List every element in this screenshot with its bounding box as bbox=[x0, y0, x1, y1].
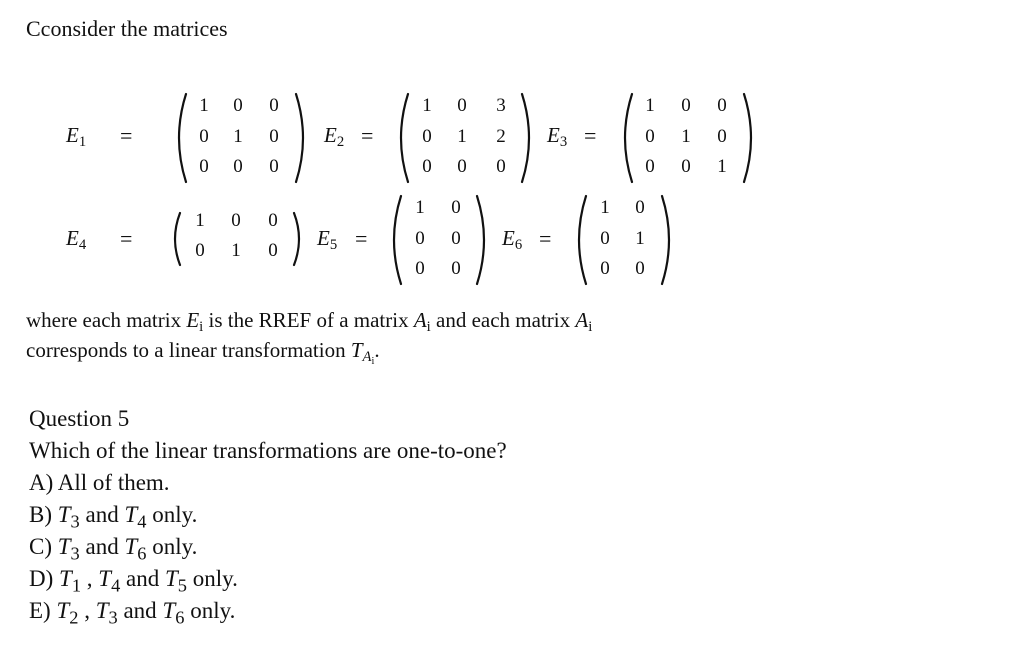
matrix-cell: 0 bbox=[451, 258, 461, 279]
subscript: 6 bbox=[175, 607, 185, 628]
right-parenthesis bbox=[292, 211, 308, 267]
matrix-cell: 1 bbox=[233, 126, 243, 147]
right-parenthesis bbox=[520, 92, 540, 184]
option-text: only. bbox=[187, 566, 238, 591]
subscript: i bbox=[426, 319, 431, 336]
answer-option-c bbox=[29, 534, 197, 565]
description-text: is the RREF of a matrix bbox=[203, 308, 414, 332]
matrix-cell: 0 bbox=[195, 240, 205, 261]
symbol-t: T bbox=[124, 502, 138, 527]
equals-sign: = bbox=[120, 123, 133, 148]
option-text: and bbox=[120, 566, 165, 591]
matrix-cell: 0 bbox=[269, 126, 279, 147]
matrix-letter: E bbox=[66, 123, 79, 147]
matrix-cell: 0 bbox=[233, 95, 243, 116]
option-text: only. bbox=[146, 534, 198, 559]
option-letter: D) bbox=[29, 566, 54, 591]
equals-sign: = bbox=[361, 123, 374, 148]
matrix-cell: 0 bbox=[269, 95, 279, 116]
symbol-t: T bbox=[165, 566, 178, 591]
matrix-index: 5 bbox=[329, 237, 338, 254]
description-line-1 bbox=[26, 308, 592, 336]
matrix-cell: 0 bbox=[457, 95, 467, 116]
option-text: and bbox=[79, 534, 125, 559]
subscript: 3 bbox=[70, 511, 80, 532]
left-parenthesis bbox=[168, 92, 188, 184]
answer-option-b bbox=[29, 502, 197, 533]
intro-text: Cconsider the matrices bbox=[26, 16, 228, 41]
matrix-cell: 0 bbox=[681, 156, 691, 177]
description-text: . bbox=[374, 338, 380, 362]
matrix-cell: 1 bbox=[422, 95, 432, 116]
subscript: 6 bbox=[137, 543, 147, 564]
matrix-label bbox=[317, 226, 337, 254]
matrix-cell: 1 bbox=[635, 228, 645, 249]
matrix-cell: 0 bbox=[635, 197, 645, 218]
answer-option-d bbox=[29, 566, 238, 597]
description-text: corresponds to a linear transformation bbox=[26, 338, 351, 362]
matrix-index: 4 bbox=[78, 237, 87, 254]
subscript: i bbox=[199, 319, 204, 336]
matrix-cell: 0 bbox=[457, 156, 467, 177]
right-parenthesis bbox=[660, 194, 680, 286]
subscript: i bbox=[371, 355, 375, 367]
equals-sign: = bbox=[584, 123, 597, 148]
subscript: 1 bbox=[71, 575, 82, 596]
matrix-index: 1 bbox=[78, 134, 87, 151]
right-parenthesis bbox=[475, 194, 495, 286]
option-letter: A) bbox=[29, 470, 54, 495]
matrix-cell: 1 bbox=[231, 240, 241, 261]
matrix-cell: 0 bbox=[451, 228, 461, 249]
answer-option-a bbox=[29, 470, 170, 496]
matrix-cell: 0 bbox=[451, 197, 461, 218]
matrix-label bbox=[66, 123, 86, 151]
matrix-letter: E bbox=[547, 123, 560, 147]
matrix-cell: 1 bbox=[600, 197, 610, 218]
matrix-label bbox=[547, 123, 567, 151]
option-text: All of them. bbox=[57, 470, 170, 495]
matrix-cell: 0 bbox=[199, 126, 209, 147]
symbol-t: T bbox=[57, 534, 71, 559]
matrix-cell: 0 bbox=[635, 258, 645, 279]
matrix-letter: E bbox=[324, 123, 337, 147]
subscript: 5 bbox=[177, 575, 187, 596]
matrix-cell: 0 bbox=[268, 240, 278, 261]
symbol-a: A bbox=[575, 308, 589, 332]
matrix-cell: 0 bbox=[415, 258, 425, 279]
matrix-cell: 0 bbox=[496, 156, 506, 177]
left-parenthesis bbox=[614, 92, 634, 184]
matrix-letter: E bbox=[502, 226, 515, 250]
symbol-a: A bbox=[413, 308, 427, 332]
subscript: 2 bbox=[69, 607, 79, 628]
option-letter: E) bbox=[29, 598, 51, 623]
matrix-cell: 0 bbox=[268, 210, 278, 231]
matrix-cell: 0 bbox=[199, 156, 209, 177]
subscript bbox=[363, 349, 375, 365]
symbol-t: T bbox=[95, 598, 109, 623]
equals-sign: = bbox=[539, 226, 552, 251]
matrix-cell: 0 bbox=[600, 258, 610, 279]
subscript: i bbox=[588, 319, 593, 336]
right-parenthesis bbox=[294, 92, 314, 184]
left-parenthesis bbox=[568, 194, 588, 286]
symbol-t: T bbox=[56, 598, 70, 623]
matrix-letter: E bbox=[317, 226, 330, 250]
description-text: where each matrix bbox=[26, 308, 187, 332]
question-title: Question 5 bbox=[29, 406, 130, 431]
matrix-cell: 1 bbox=[457, 126, 467, 147]
matrix-label bbox=[502, 226, 522, 254]
subscript: 4 bbox=[137, 511, 147, 532]
matrix-index: 3 bbox=[559, 134, 568, 151]
symbol-t: T bbox=[124, 534, 138, 559]
matrix-cell: 1 bbox=[645, 95, 655, 116]
option-letter: B) bbox=[29, 502, 52, 527]
symbol-t: T bbox=[162, 598, 176, 623]
option-text: only. bbox=[184, 598, 236, 623]
symbol-t: T bbox=[57, 502, 71, 527]
option-text: and bbox=[117, 598, 163, 623]
matrix-cell: 0 bbox=[645, 156, 655, 177]
question-prompt: Which of the linear transformations are one-to-one? bbox=[29, 438, 507, 463]
description-line-2 bbox=[26, 338, 380, 367]
left-parenthesis bbox=[390, 92, 410, 184]
matrix-cell: 0 bbox=[269, 156, 279, 177]
matrix-cell: 0 bbox=[681, 95, 691, 116]
matrix-cell: 3 bbox=[496, 95, 506, 116]
matrix-cell: 0 bbox=[717, 126, 727, 147]
matrix-cell: 1 bbox=[415, 197, 425, 218]
matrix-index: 2 bbox=[336, 134, 345, 151]
description-text: and each matrix bbox=[430, 308, 576, 332]
matrix-label bbox=[66, 226, 86, 254]
matrix-index: 6 bbox=[514, 237, 523, 254]
option-text: and bbox=[79, 502, 125, 527]
matrix-label bbox=[324, 123, 344, 151]
matrix-cell: 0 bbox=[233, 156, 243, 177]
subscript: 3 bbox=[108, 607, 118, 628]
matrix-cell: 0 bbox=[717, 95, 727, 116]
subscript: 3 bbox=[70, 543, 80, 564]
matrix-cell: 0 bbox=[645, 126, 655, 147]
symbol-t: T bbox=[59, 566, 72, 591]
left-parenthesis bbox=[166, 211, 182, 267]
equals-sign: = bbox=[120, 226, 133, 251]
matrix-cell: 1 bbox=[681, 126, 691, 147]
matrix-cell: 0 bbox=[415, 228, 425, 249]
matrix-cell: 0 bbox=[600, 228, 610, 249]
subscript: 4 bbox=[111, 575, 121, 596]
symbol-t: T bbox=[98, 566, 112, 591]
matrix-cell: 1 bbox=[195, 210, 205, 231]
symbol-e: E bbox=[186, 308, 200, 332]
symbol-a: A bbox=[362, 349, 372, 366]
right-parenthesis bbox=[742, 92, 762, 184]
matrix-cell: 0 bbox=[422, 156, 432, 177]
symbol-t: T bbox=[350, 338, 363, 362]
option-text: , bbox=[78, 598, 96, 623]
answer-option-e bbox=[29, 598, 235, 629]
equals-sign: = bbox=[355, 226, 368, 251]
matrix-cell: 2 bbox=[496, 126, 506, 147]
matrix-cell: 0 bbox=[422, 126, 432, 147]
matrix-cell: 1 bbox=[199, 95, 209, 116]
matrix-cell: 1 bbox=[717, 156, 727, 177]
option-letter: C) bbox=[29, 534, 52, 559]
matrix-cell: 0 bbox=[231, 210, 241, 231]
left-parenthesis bbox=[383, 194, 403, 286]
option-text: only. bbox=[146, 502, 198, 527]
option-text: , bbox=[81, 566, 99, 591]
matrix-letter: E bbox=[66, 226, 79, 250]
